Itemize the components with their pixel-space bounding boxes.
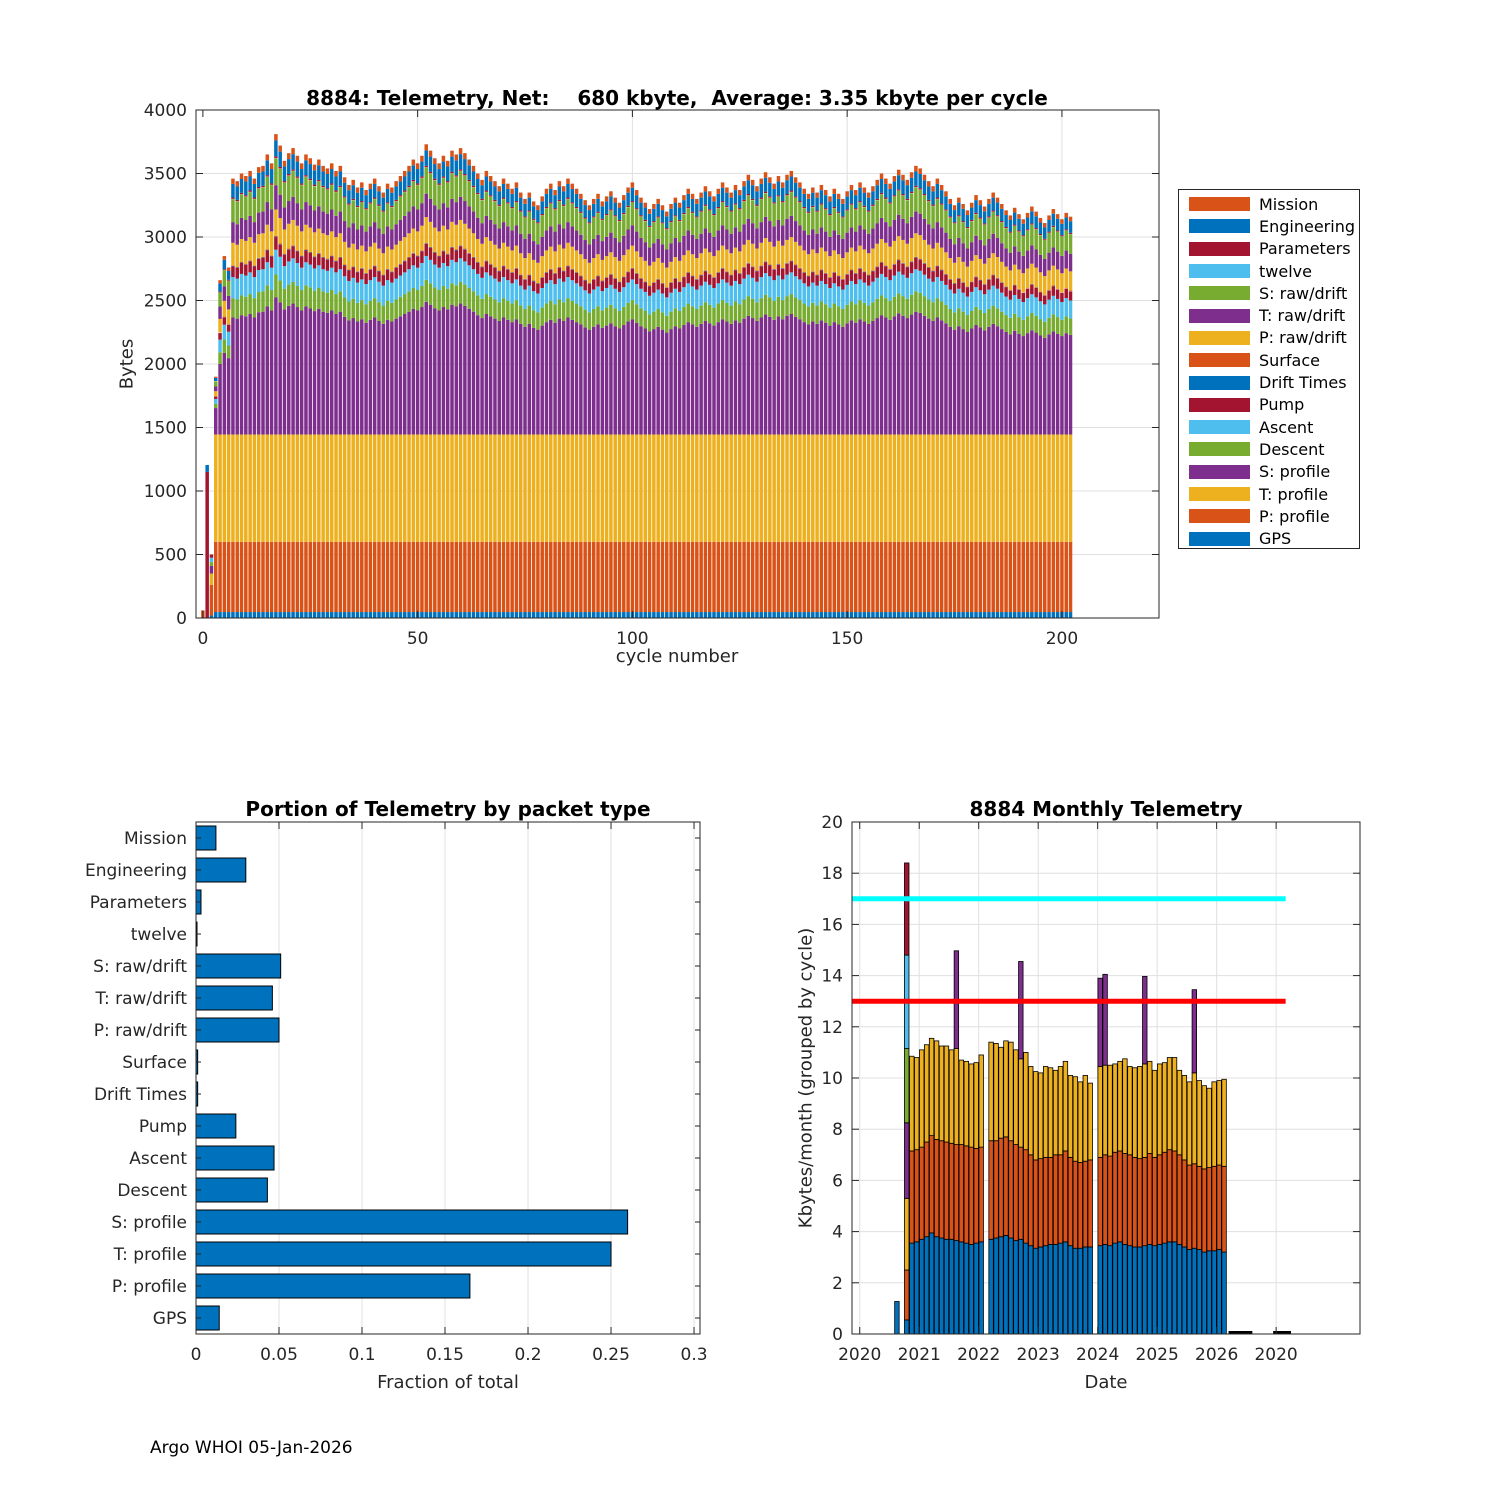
svg-text:2022: 2022 <box>957 1345 1001 1365</box>
svg-text:4000: 4000 <box>143 101 187 121</box>
svg-text:8: 8 <box>832 1120 843 1141</box>
svg-text:0.3: 0.3 <box>680 1345 708 1365</box>
legend-label: P: profile <box>1259 506 1330 526</box>
legend-swatch <box>1189 331 1250 345</box>
legend-label: Surface <box>1259 350 1320 370</box>
svg-text:Descent: Descent <box>117 1181 187 1201</box>
legend-item <box>1179 193 1359 215</box>
svg-text:16: 16 <box>821 915 843 936</box>
svg-text:500: 500 <box>154 545 187 566</box>
svg-text:S: raw/drift: S: raw/drift <box>93 957 187 977</box>
svg-text:GPS: GPS <box>152 1309 187 1329</box>
svg-text:18: 18 <box>821 864 843 885</box>
svg-text:S: profile: S: profile <box>111 1213 187 1233</box>
legend-swatch <box>1189 420 1250 434</box>
svg-text:P: profile: P: profile <box>111 1277 187 1297</box>
legend-item <box>1179 282 1359 304</box>
monthly-chart-ylabel: Kbytes/month (grouped by cycle) <box>795 927 817 1229</box>
svg-text:Ascent: Ascent <box>129 1149 187 1169</box>
svg-text:Drift Times: Drift Times <box>93 1085 187 1105</box>
svg-text:P: raw/drift: P: raw/drift <box>93 1021 187 1041</box>
portion-bars <box>196 826 628 1330</box>
svg-text:1500: 1500 <box>143 418 187 439</box>
cycle-grid <box>196 110 1159 618</box>
svg-text:0.05: 0.05 <box>260 1345 298 1365</box>
legend-swatch <box>1189 197 1250 211</box>
svg-text:12: 12 <box>821 1017 843 1038</box>
svg-text:2021: 2021 <box>897 1345 941 1365</box>
legend-item <box>1179 438 1359 460</box>
portion-axes-ticks <box>85 822 708 1365</box>
monthly-chart-xlabel: Date <box>1084 1372 1128 1393</box>
svg-text:50: 50 <box>406 629 429 649</box>
legend-label: S: profile <box>1259 462 1331 482</box>
svg-text:2024: 2024 <box>1076 1345 1120 1365</box>
legend-swatch <box>1189 309 1250 323</box>
legend-label: T: raw/drift <box>1259 306 1346 326</box>
legend-label: Drift Times <box>1259 373 1347 393</box>
legend-item <box>1179 416 1359 438</box>
portion-grid <box>279 822 694 1334</box>
legend-swatch <box>1189 532 1250 546</box>
legend-label: twelve <box>1259 261 1312 281</box>
svg-text:T: profile: T: profile <box>113 1245 187 1265</box>
legend-item <box>1179 394 1359 416</box>
legend-label: P: raw/drift <box>1259 328 1347 348</box>
svg-text:10: 10 <box>821 1069 843 1089</box>
monthly-chart-title: 8884 Monthly Telemetry <box>969 797 1243 821</box>
svg-text:200: 200 <box>1045 629 1079 649</box>
legend-swatch <box>1189 465 1250 479</box>
legend-item <box>1179 260 1359 282</box>
svg-text:0: 0 <box>197 629 209 649</box>
legend-label: Pump <box>1259 395 1305 415</box>
legend-label: GPS <box>1259 529 1292 549</box>
svg-text:2020: 2020 <box>838 1345 882 1365</box>
svg-text:Surface: Surface <box>122 1053 187 1073</box>
cycle-chart-title: 8884: Telemetry, Net: 680 kbyte, Average: 3.35 kbyte per cycle <box>306 86 1048 110</box>
legend-swatch <box>1189 376 1250 390</box>
legend-item <box>1179 349 1359 371</box>
svg-text:20: 20 <box>821 813 843 833</box>
legend-item <box>1179 304 1359 326</box>
cycle-axes-ticks <box>144 101 1159 649</box>
legend-label: T: profile <box>1259 484 1329 504</box>
portion-chart-xlabel: Fraction of total <box>377 1372 519 1393</box>
svg-text:2026: 2026 <box>1195 1345 1239 1365</box>
cycle-bars <box>201 134 1072 618</box>
legend <box>1178 189 1360 549</box>
svg-text:0: 0 <box>190 1345 202 1365</box>
legend-swatch <box>1189 509 1250 523</box>
svg-text:T: raw/drift: T: raw/drift <box>95 989 187 1009</box>
legend-label: Descent <box>1259 439 1325 459</box>
legend-swatch <box>1189 286 1250 300</box>
svg-text:2025: 2025 <box>1135 1345 1179 1365</box>
legend-label: Mission <box>1259 194 1319 214</box>
legend-item <box>1179 238 1359 260</box>
svg-text:Engineering: Engineering <box>85 861 187 881</box>
svg-text:14: 14 <box>821 966 843 987</box>
legend-item <box>1179 505 1359 527</box>
legend-label: S: raw/drift <box>1259 283 1348 303</box>
svg-text:100: 100 <box>616 629 649 649</box>
legend-swatch <box>1189 353 1250 367</box>
legend-swatch <box>1189 487 1250 501</box>
svg-text:3500: 3500 <box>143 164 187 185</box>
reference-lines <box>852 899 1286 1001</box>
svg-text:4: 4 <box>832 1222 843 1243</box>
svg-text:0: 0 <box>176 609 187 629</box>
svg-text:2023: 2023 <box>1016 1345 1060 1365</box>
legend-swatch <box>1189 242 1250 256</box>
svg-text:0.15: 0.15 <box>426 1345 464 1365</box>
legend-label: Ascent <box>1259 417 1314 437</box>
legend-swatch <box>1189 264 1250 278</box>
portion-chart-title: Portion of Telemetry by packet type <box>245 797 651 821</box>
legend-item <box>1179 527 1359 549</box>
svg-text:0: 0 <box>832 1325 843 1345</box>
footer-text: Argo WHOI 05-Jan-2026 <box>150 1438 353 1458</box>
monthly-bars <box>895 863 1291 1334</box>
cycle-chart-ylabel: Bytes <box>116 338 138 390</box>
svg-text:6: 6 <box>832 1171 843 1192</box>
legend-swatch <box>1189 398 1250 412</box>
svg-text:0.1: 0.1 <box>348 1345 376 1365</box>
svg-text:1000: 1000 <box>143 482 187 502</box>
legend-item <box>1179 461 1359 483</box>
legend-item <box>1179 215 1359 237</box>
svg-text:0.2: 0.2 <box>514 1345 542 1365</box>
svg-text:2500: 2500 <box>143 291 187 312</box>
legend-label: Engineering <box>1259 216 1355 236</box>
svg-text:3000: 3000 <box>143 228 187 248</box>
legend-item <box>1179 483 1359 505</box>
svg-text:Pump: Pump <box>138 1117 187 1137</box>
svg-text:twelve: twelve <box>130 925 187 945</box>
monthly-axes-ticks <box>821 813 1360 1365</box>
svg-text:2020: 2020 <box>1254 1345 1298 1365</box>
legend-swatch <box>1189 219 1250 233</box>
svg-text:0.25: 0.25 <box>592 1345 630 1365</box>
legend-swatch <box>1189 442 1250 456</box>
svg-text:2: 2 <box>832 1273 843 1294</box>
svg-text:Parameters: Parameters <box>89 893 187 913</box>
legend-item <box>1179 327 1359 349</box>
legend-item <box>1179 371 1359 393</box>
legend-label: Parameters <box>1259 239 1351 259</box>
svg-text:2000: 2000 <box>143 355 187 375</box>
cycle-chart-xlabel: cycle number <box>615 646 739 667</box>
monthly-grid <box>852 822 1360 1334</box>
svg-text:Mission: Mission <box>123 829 187 849</box>
svg-text:150: 150 <box>830 629 864 649</box>
